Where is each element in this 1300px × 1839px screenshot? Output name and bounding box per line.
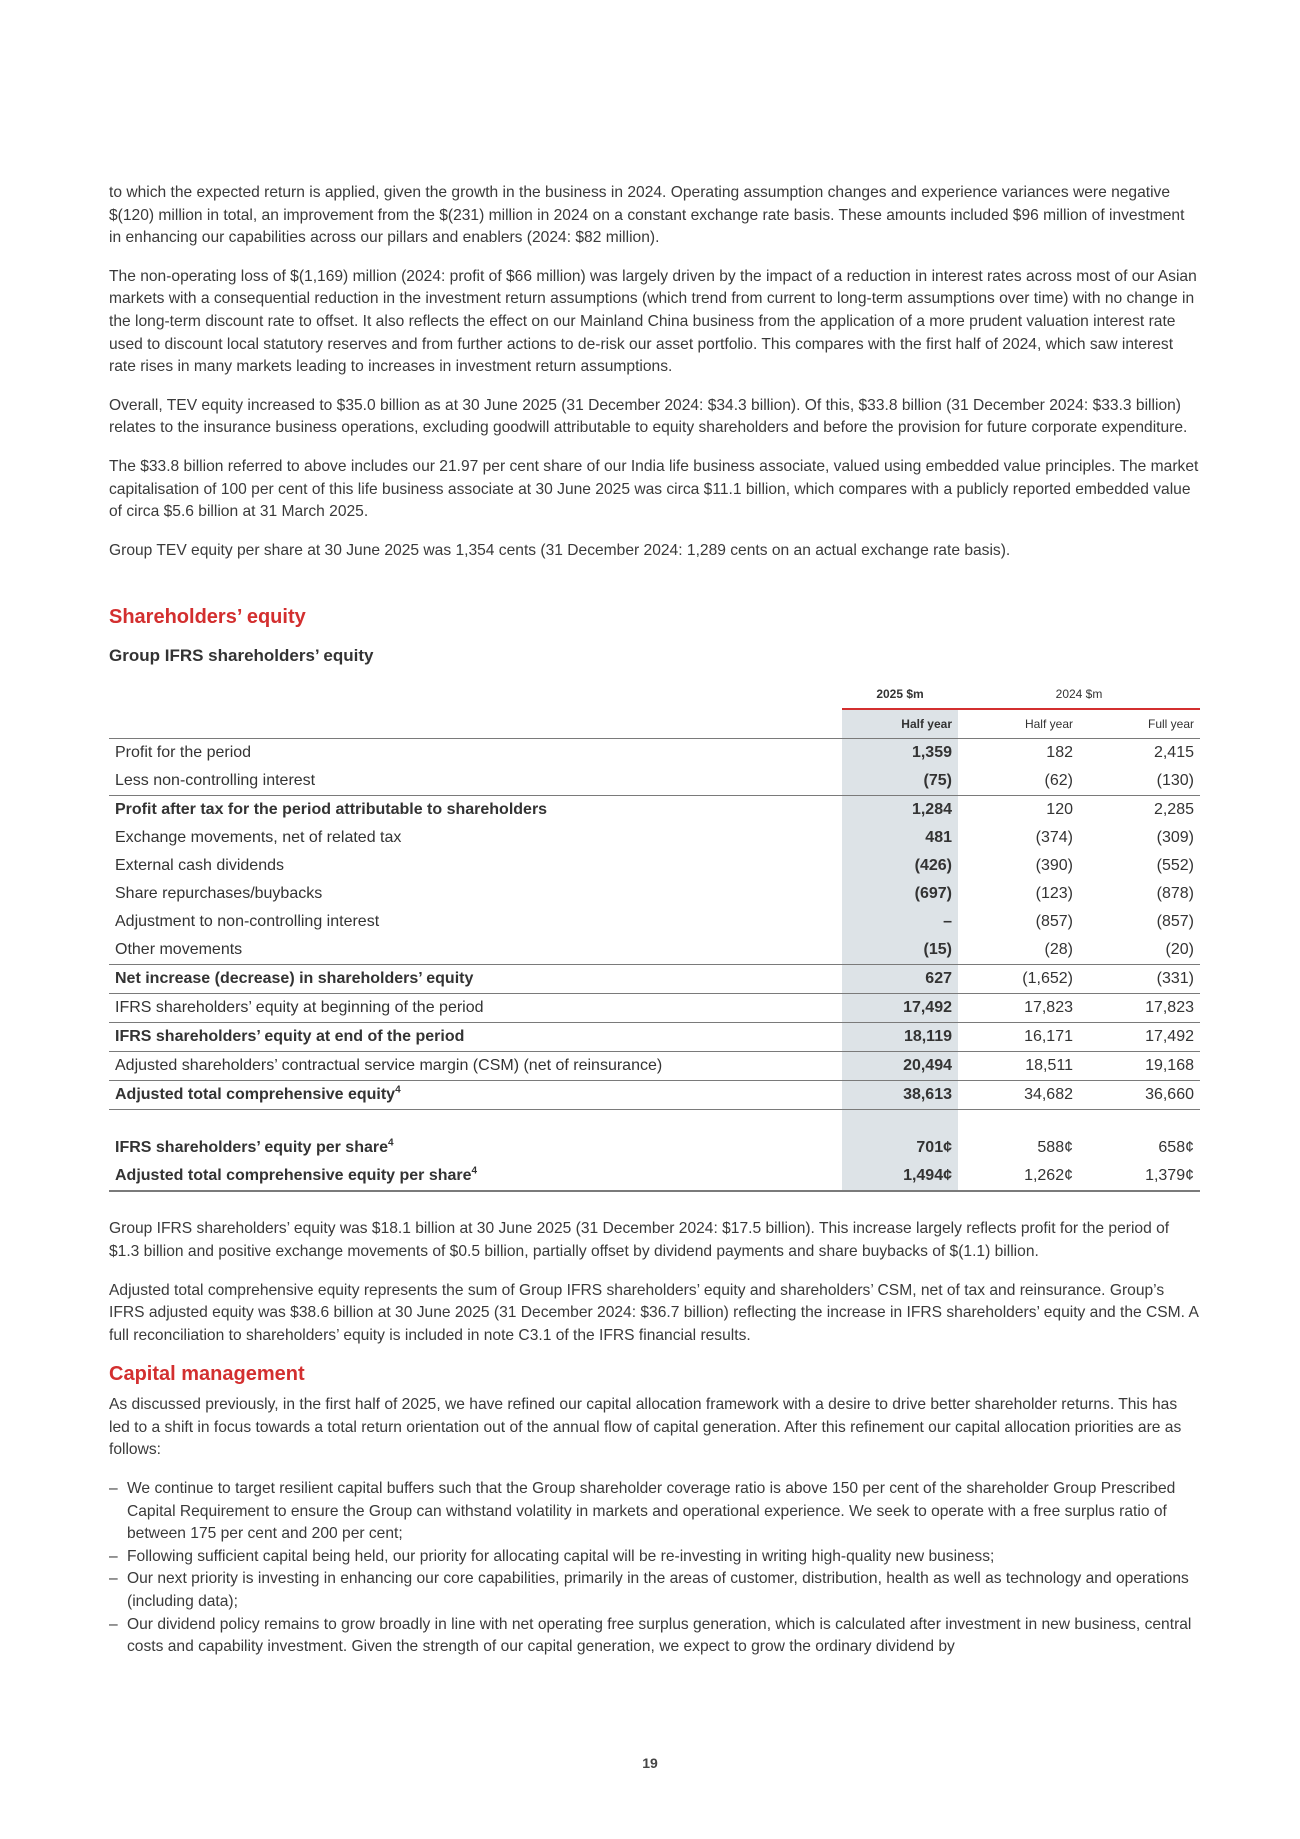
table-row: IFRS shareholders’ equity at end of the period 18,119 16,171 17,492 xyxy=(109,1023,1200,1052)
table-row: Adjusted shareholders’ contractual service margin (CSM) (net of reinsurance) 20,494 18,511 19,168 xyxy=(109,1052,1200,1081)
capital-paragraph-1: As discussed previously, in the first half of 2025, we have refined our capital allocation framework with a desire to drive better shareholder returns. This has led to a shift in focus towards a total return orientation out of the annual flow of capital generation. After this refinement our capital allocation priorities are as follows: xyxy=(109,1396,1182,1459)
page-number: 19 xyxy=(642,1755,658,1771)
table-spacer-row xyxy=(109,1110,1200,1135)
list-item: – Our dividend policy remains to grow broadly in line with net operating free surplus generation, which is calculated after investment in new business, central costs and capability investment. Given the strength of our capital generation, we expect to grow the ordinary dividend by xyxy=(109,1614,1200,1659)
equity-paragraph-1: Group IFRS shareholders’ equity was $18.1 billion at 30 June 2025 (31 December 2024: $17.5 billion). This increase largely reflects profit for the period of $1.3 billion and positive exchange movements of $0.5 billion, partially offset by dividend payments and share buybacks of $(1.1) billion. xyxy=(109,1220,1170,1260)
footnote-marker: 4 xyxy=(471,1165,478,1177)
intro-paragraph-2: The non-operating loss of $(1,169) million (2024: profit of $66 million) was largely driven by the impact of a reduction in interest rates across most of our Asian markets with a consequential reduction in the investment return assumptions (which trend from current to long-term assumptions over time) with no change in the long-term discount rate to offset. It also reflects the effect on our Mainland China business from the application of a more prudent valuation interest rate used to discount local statutory reserves and from further actions to de-risk our asset portfolio. This compares with the first half of 2024, which saw interest rate rises in many markets leading to increases in investment return assumptions. xyxy=(109,267,1197,376)
table-row: Profit for the period 1,359 182 2,415 xyxy=(109,739,1200,768)
footnote-marker: 4 xyxy=(395,1084,401,1096)
list-item: – Our next priority is investing in enhancing our core capabilities, primarily in the areas of customer, distribution, health as well as technology and operations (including data); xyxy=(109,1568,1200,1613)
table-row: IFRS shareholders’ equity per share$^4$ 701¢ 588¢ 658¢ xyxy=(109,1134,1200,1162)
equity-paragraph-2: Adjusted total comprehensive equity represents the sum of Group IFRS shareholders’ equity and shareholders’ CSM, net of tax and reinsurance. Group’s IFRS adjusted equity was $38.6 billion at 30 June 2025 (31 December 2024: $36.7 billion) reflecting the increase in IFRS shareholders’ equity and the CSM. A full reconciliation to shareholders’ equity is included in note C3.1 of the IFRS financial results. xyxy=(109,1281,1199,1344)
group-ifrs-equity-subheading: Group IFRS shareholders’ equity xyxy=(109,646,374,666)
col-half-year-2024: Half year xyxy=(958,709,1079,739)
table-row: Adjustment to non-controlling interest – (857) (857) xyxy=(109,908,1200,936)
table-row: Adjusted total comprehensive equity per share$^4$ 1,494¢ 1,262¢ 1,379¢ xyxy=(109,1162,1200,1191)
intro-paragraph-1: to which the expected return is applied, given the growth in the business in 2024. Operating assumption changes and experience variances were negative $(120) million in total, an improvement from the $(231) million in 2024 on a constant exchange rate basis. These amounts included $96 million of investment in enhancing our capabilities across our pillars and enablers (2024: $82 million). xyxy=(109,184,1185,247)
page-content xyxy=(109,182,1200,1659)
capital-priorities-list xyxy=(109,1478,1200,1659)
table-row: Net increase (decrease) in shareholders’ equity 627 (1,652) (331) xyxy=(109,965,1200,994)
intro-paragraph-4: The $33.8 billion referred to above includes our 21.97 per cent share of our India life business associate, valued using embedded value principles. The market capitalisation of 100 per cent of this life business associate at 30 June 2025 was circa $11.1 billion, which compares with a publicly reported embedded value of circa $5.6 billion at 31 March 2025. xyxy=(109,457,1199,521)
capital-management-heading: Capital management xyxy=(109,1363,305,1386)
table-row: IFRS shareholders’ equity at beginning of the period 17,492 17,823 17,823 xyxy=(109,994,1200,1023)
col-half-year-2025: Half year xyxy=(842,709,958,739)
table-header-row-2 xyxy=(109,709,1200,739)
col-group-2025: 2025 $m xyxy=(876,687,924,702)
list-item: – We continue to target resilient capital buffers such that the Group shareholder coverage ratio is above 150 per cent of the shareholder Group Prescribed Capital Requirement to ensure the Group can withstand volatility in markets and operational experience. We seek to operate with a free surplus ratio of between 175 per cent and 200 per cent; xyxy=(109,1478,1200,1546)
table-row: Profit after tax for the period attributable to shareholders 1,284 120 2,285 xyxy=(109,796,1200,825)
table-row: Share repurchases/buybacks (697) (123) (878) xyxy=(109,880,1200,908)
table-row: Adjusted total comprehensive equity$^4$ 38,613 34,682 36,660 xyxy=(109,1081,1200,1110)
table-row: Less non-controlling interest (75) (62) (130) xyxy=(109,767,1200,796)
table-row: Other movements (15) (28) (20) xyxy=(109,936,1200,965)
equity-table xyxy=(109,680,1200,1192)
table-row: External cash dividends (426) (390) (552) xyxy=(109,852,1200,880)
list-item: – Following sufficient capital being held, our priority for allocating capital will be re-investing in writing high-quality new business; xyxy=(109,1546,1200,1569)
footnote-marker: 4 xyxy=(387,1137,394,1149)
intro-paragraph-3: Overall, TEV equity increased to $35.0 billion as at 30 June 2025 (31 December 2024: $34.3 billion). Of this, $33.8 billion (31 December 2024: $33.3 billion) relates to the insurance business operations, excluding goodwill attributable to equity shareholders and before the provision for future corporate expenditure. xyxy=(109,396,1188,437)
col-full-year-2024: Full year xyxy=(1079,709,1200,739)
intro-paragraph-5: Group TEV equity per share at 30 June 2025 was 1,354 cents (31 December 2024: 1,289 cents on an actual exchange rate basis). xyxy=(109,541,1011,559)
table-row: Exchange movements, net of related tax 481 (374) (309) xyxy=(109,824,1200,852)
shareholders-equity-heading: Shareholders’ equity xyxy=(109,606,306,629)
col-group-2024: 2024 $m xyxy=(1055,687,1103,702)
table-header-row-1 xyxy=(109,680,1200,709)
